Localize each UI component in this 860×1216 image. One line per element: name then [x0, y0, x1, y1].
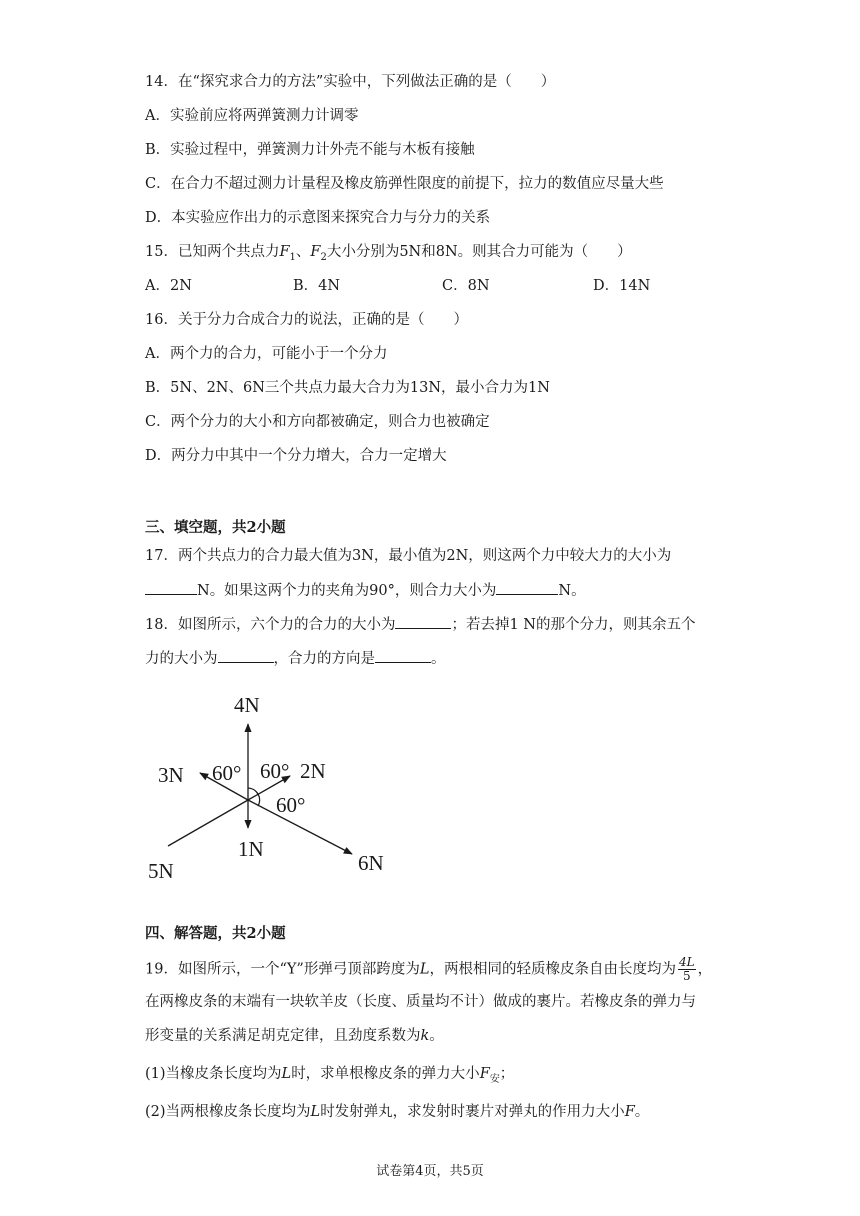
- q19-line2: 在两橡皮条的末端有一块软羊皮（长度、质量均不计）做成的裹片。若橡皮条的弹力与: [145, 994, 696, 1010]
- q15-sep: 、: [295, 244, 311, 260]
- force-5n-line: [168, 800, 248, 846]
- q18-line1-b: ；若去掉1 N的那个分力，则其余五个: [451, 617, 696, 633]
- q16-option-d: D．两分力中其中一个分力增大，合力一定增大: [145, 448, 447, 464]
- q15-stem: [145, 242, 632, 268]
- angle-left-label: 60°: [212, 761, 242, 785]
- q19-part1: [145, 1064, 514, 1090]
- q17-line2-a: N。如果这两个力的夹角为90°，则合力大小为: [197, 583, 497, 599]
- q17-line1: 17．两个共点力的合力最大值为3N，最小值为2N，则这两个力中较大力的大小为: [145, 548, 672, 564]
- q19-p1-l: L: [281, 1066, 292, 1082]
- angle-right-label: 60°: [260, 759, 290, 783]
- q14-option-a: A．实验前应将两弹簧测力计调零: [145, 108, 359, 124]
- q15-f2-sub: 2: [320, 251, 327, 263]
- q19-k: k: [420, 1028, 430, 1044]
- label-3n: 3N: [158, 763, 184, 787]
- q15-option-d: D．14N: [593, 278, 651, 294]
- q19-p2-l: L: [310, 1104, 321, 1120]
- q15-option-a: A．2N: [145, 278, 192, 294]
- q15-stem-b: 大小分别为5N和8N。则其合力可能为（ ）: [326, 244, 632, 260]
- label-1n: 1N: [238, 837, 264, 861]
- q19-l: L: [419, 961, 430, 978]
- q16-option-b: B．5N、2N、6N三个共点力最大合力为13N，最小合力为1N: [145, 380, 550, 396]
- q19-frac-num: 4L: [679, 955, 695, 969]
- label-4n: 4N: [234, 693, 260, 717]
- q18-line2: [145, 648, 446, 669]
- q14-option-c: C．在合力不超过测力计量程及橡皮筋弹性限度的前提下，拉力的数值应尽量大些: [145, 176, 664, 192]
- q18-line2-a: 力的大小为: [145, 651, 218, 667]
- q18-line2-c: 。: [431, 651, 446, 667]
- q17-line2: [145, 580, 586, 601]
- q14-stem: 14．在“探究求合力的方法”实验中，下列做法正确的是（ ）: [145, 74, 556, 90]
- q18-blank-2[interactable]: [218, 648, 274, 663]
- force-diagram: [140, 682, 400, 882]
- q16-option-a: A．两个力的合力，可能小于一个分力: [145, 346, 388, 362]
- q19-p1-f: F: [479, 1066, 490, 1082]
- q19-line1-b: ，两根相同的轻质橡皮条自由长度均为: [429, 961, 676, 978]
- q16-stem: 16．关于分力合成合力的说法，正确的是（ ）: [145, 312, 468, 328]
- q14-option-b: B．实验过程中，弹簧测力计外壳不能与木板有接触: [145, 142, 475, 158]
- q15-options: [145, 276, 745, 296]
- q18-line1-a: 18．如图所示，六个力的合力的大小为: [145, 617, 396, 633]
- q19-line1-a: 19．如图所示，一个“Y”形弹弓顶部跨度为: [145, 961, 420, 978]
- section-fill-in: 三、填空题，共2小题: [145, 519, 286, 536]
- q15-f1: F: [279, 244, 290, 260]
- q16-option-c: C．两个分力的大小和方向都被确定，则合力也被确定: [145, 414, 490, 430]
- q19-line1-c: ，: [697, 961, 713, 978]
- q19-line3-b: 。: [429, 1028, 444, 1044]
- q19-line3-a: 形变量的关系满足胡克定律，且劲度系数为: [145, 1028, 421, 1044]
- q19-p1-sub: 安: [489, 1073, 500, 1085]
- q19-line3: [145, 1026, 444, 1046]
- label-2n: 2N: [300, 759, 326, 783]
- q18-blank-3[interactable]: [375, 648, 431, 663]
- q17-blank-1[interactable]: [145, 580, 197, 595]
- label-6n: 6N: [358, 851, 384, 875]
- q19-p2-f: F: [624, 1104, 635, 1120]
- q15-option-c: C．8N: [442, 278, 490, 294]
- q19-p2-c: 。: [634, 1104, 650, 1120]
- angle-low-label: 60°: [276, 793, 306, 817]
- q14-option-d: D．本实验应作出力的示意图来探究合力与分力的关系: [145, 210, 491, 226]
- q19-line1: [145, 956, 712, 983]
- q17-line2-b: N。: [558, 583, 586, 599]
- q19-p1-a: (1)当橡皮条长度均为: [145, 1066, 282, 1082]
- q17-blank-2[interactable]: [496, 580, 558, 595]
- q15-stem-a: 15．已知两个共点力: [145, 244, 280, 260]
- q19-p2-a: (2)当两根橡皮条长度均为: [145, 1104, 311, 1120]
- q18-blank-1[interactable]: [395, 614, 451, 629]
- q19-p1-c: ；: [499, 1066, 515, 1082]
- q19-frac-den: 5: [682, 969, 691, 983]
- section-solve: 四、解答题，共2小题: [145, 925, 286, 942]
- q18-line1: [145, 614, 695, 635]
- q19-p2-b: 时发射弹丸，求发射时裹片对弹丸的作用力大小: [320, 1104, 625, 1120]
- q15-f2: F: [310, 244, 321, 260]
- q15-f1-sub: 1: [289, 251, 296, 263]
- q19-part2: [145, 1102, 649, 1122]
- label-5n: 5N: [148, 859, 174, 882]
- q18-line2-b: ，合力的方向是: [273, 651, 375, 667]
- q19-fraction: [678, 956, 696, 983]
- page-footer: 试卷第4页，共5页: [376, 1164, 484, 1179]
- q19-p1-b: 时，求单根橡皮条的弹力大小: [291, 1066, 480, 1082]
- q15-option-b: B．4N: [293, 278, 341, 294]
